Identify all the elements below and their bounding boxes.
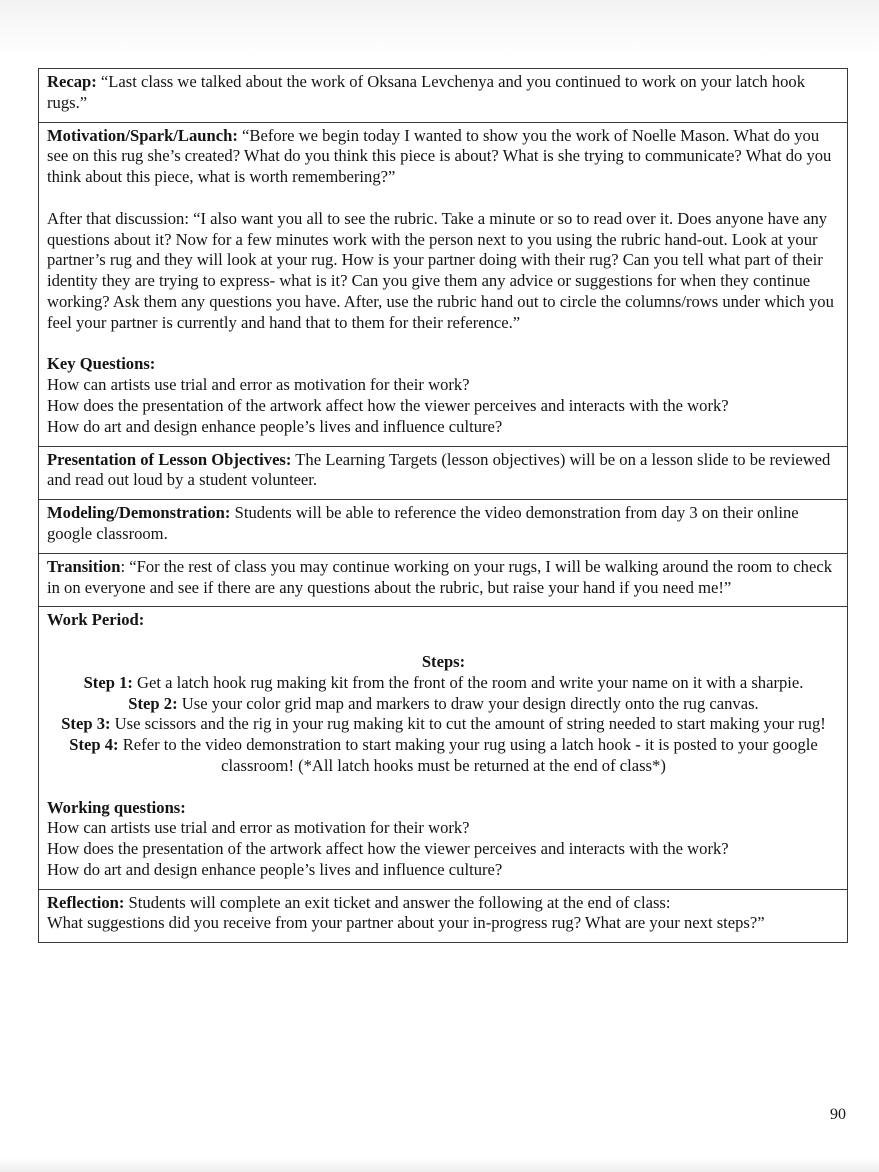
- motivation-paragraph: [47, 126, 840, 188]
- work-period-row: [39, 607, 848, 889]
- step-text: Use scissors and the rig in your rug making kit to cut the amount of string needed to start making your rug!: [110, 714, 826, 734]
- modeling-row: [39, 500, 848, 554]
- spacer: [47, 777, 840, 798]
- key-question-item: How does the presentation of the artwork affect how the viewer perceives and interacts with the work?: [47, 395, 729, 415]
- recap-cell: [39, 69, 848, 123]
- step-label: Step 1:: [83, 672, 133, 692]
- transition-label: Transition: [47, 556, 121, 576]
- reflection-question: What suggestions did you receive from your partner about your in-progress rug? What are your next steps?”: [47, 913, 765, 933]
- working-questions-label: Working questions:: [47, 797, 186, 817]
- recap-text: “Last class we talked about the work of Oksana Levchenya and you continued to work on your latch hook rugs.”: [47, 72, 806, 112]
- transition-paragraph: [47, 557, 840, 599]
- step-item: [47, 714, 840, 735]
- working-question-item: How does the presentation of the artwork affect how the viewer perceives and interacts with the work?: [47, 839, 729, 859]
- working-question-item: How do art and design enhance people’s lives and influence culture?: [47, 859, 503, 879]
- modeling-label: Modeling/Demonstration:: [47, 503, 231, 523]
- motivation-cell: [39, 122, 848, 446]
- transition-text: : “For the rest of class you may continue working on your rugs, I will be walking around the room to check in on everyone and see if there are any questions about the rubric, but raise your hand if you need me!”: [47, 556, 832, 597]
- step-item: [47, 735, 840, 777]
- reflection-cell: [39, 889, 848, 943]
- working-question-item: How can artists use trial and error as motivation for their work?: [47, 818, 470, 838]
- objectives-label: Presentation of Lesson Objectives:: [47, 449, 292, 469]
- reflection-row: [39, 889, 848, 943]
- work-period-label: Work Period:: [47, 610, 145, 630]
- step-item: [47, 673, 840, 694]
- key-question-item: How do art and design enhance people’s lives and influence culture?: [47, 416, 503, 436]
- recap-paragraph: [47, 72, 840, 114]
- step-text: Get a latch hook rug making kit from the front of the room and write your name on it with a sharpie.: [132, 672, 804, 692]
- key-question-item: How can artists use trial and error as motivation for their work?: [47, 375, 470, 395]
- work-period-cell: [39, 607, 848, 889]
- reflection-text: Students will complete an exit ticket and answer the following at the end of class:: [124, 892, 671, 912]
- page-top-shadow: [0, 0, 879, 60]
- steps-label: Steps:: [421, 651, 466, 671]
- step-text: Use your color grid map and markers to draw your design directly onto the rug canvas.: [177, 693, 759, 713]
- lesson-plan-table: [38, 68, 848, 943]
- step-label: Step 4:: [69, 735, 119, 755]
- objectives-text: The Learning Targets (lesson objectives) will be on a lesson slide to be reviewed and read out loud by a student volunteer.: [47, 449, 831, 490]
- transition-cell: [39, 553, 848, 607]
- page-number: 90: [830, 1106, 846, 1123]
- spacer: [47, 334, 840, 355]
- motivation-row: [39, 122, 848, 446]
- step-label: Step 3:: [61, 714, 111, 734]
- work-period-heading: [47, 610, 840, 631]
- objectives-cell: [39, 446, 848, 500]
- modeling-paragraph: [47, 503, 840, 545]
- spacer: [47, 188, 840, 209]
- reflection-paragraph: [47, 893, 840, 914]
- step-label: Step 2:: [128, 693, 178, 713]
- key-questions-heading: [47, 354, 840, 375]
- spacer: [47, 631, 840, 652]
- reflection-label: Reflection:: [47, 892, 125, 912]
- motivation-label: Motivation/Spark/Launch:: [47, 125, 238, 145]
- objectives-paragraph: [47, 450, 840, 492]
- transition-row: [39, 553, 848, 607]
- motivation-text: “Before we begin today I wanted to show you the work of Noelle Mason. What do you see on this rug she’s created? What do you think this piece is about? What is she trying to communicate? What do you think about this piece, what is worth remembering?”: [47, 125, 832, 187]
- page-bottom-shadow: [0, 1158, 879, 1172]
- steps-block: [47, 652, 840, 777]
- recap-label: Recap:: [47, 72, 97, 91]
- objectives-row: [39, 446, 848, 500]
- step-text: Refer to the video demonstration to start making your rug using a latch hook - it is posted to your google classroom! (*All latch hooks must be returned at the end of class*): [118, 735, 818, 775]
- modeling-text: Students will be able to reference the video demonstration from day 3 on their online google classroom.: [47, 503, 799, 543]
- recap-row: [39, 69, 848, 123]
- after-discussion-paragraph: After that discussion: “I also want you all to see the rubric. Take a minute or so to read over it. Does anyone have any questions about it? Now for a few minutes work with the person next to you using the rubric hand-out. Look at your partner’s rug and they will look at your rug. How is your partner doing with their rug? Can you tell what part of their identity they are trying to express- what is it? Can you give them any advice or suggestions for when they continue working? Ask them any questions you have. After, use the rubric hand out to circle the columns/rows under which you feel your partner is currently and hand that to them for their reference.”: [47, 208, 834, 332]
- modeling-cell: [39, 500, 848, 554]
- steps-heading: [47, 652, 840, 673]
- step-item: [47, 694, 840, 715]
- key-questions-label: Key Questions:: [47, 354, 156, 374]
- working-questions-heading: [47, 798, 840, 819]
